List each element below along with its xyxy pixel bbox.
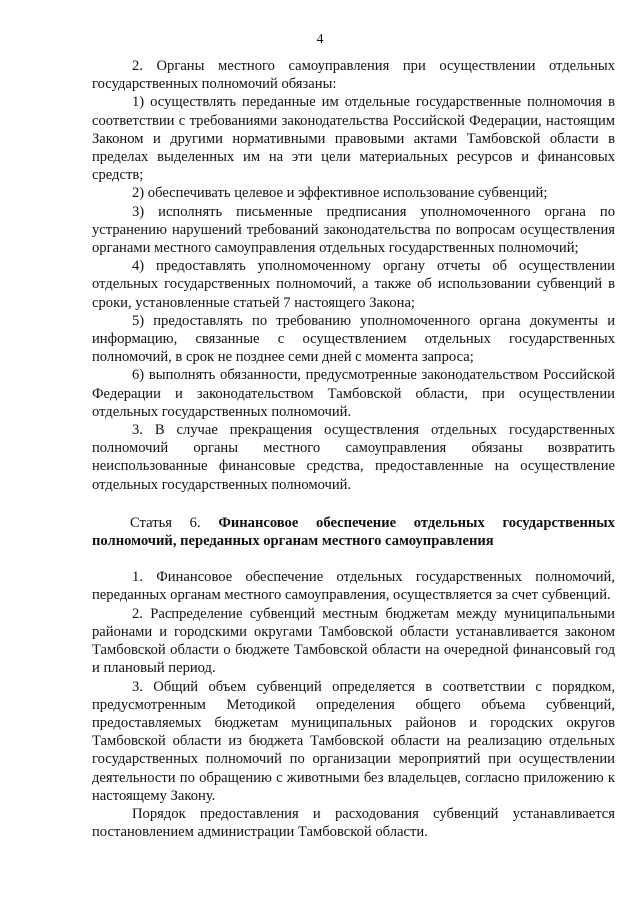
paragraph-obligation-1: 1) осуществлять переданные им отдельные государственные полномочия в соответствии с требованиями законодательства Российской Федерации, настоящим Законом и другими нормативными правовыми актами Тамбовской области в пределах выделенных им на эти цели материальных ресурсов и финансовых средств;	[92, 94, 615, 184]
paragraph-procedure: Порядок предоставления и расходования субвенций устанавливается постановлением администрации Тамбовской области.	[92, 805, 615, 841]
paragraph-obligation-4: 4) предоставлять уполномоченному органу отчеты об осуществлении отдельных государственных полномочий, а также об использовании субвенций в сроки, установленные статьей 7 настоящего Закона;	[92, 258, 615, 311]
paragraph-return-funds: 3. В случае прекращения осуществления отдельных государственных полномочий органы местного самоуправления обязаны возвратить неиспользованные финансовые средства, предоставленные на осуществление отдельных государственных полномочий.	[92, 422, 615, 493]
paragraph-total-volume: 3. Общий объем субвенций определяется в соответствии с порядком, предусмотренным Методикой определения общего объема субвенций, предоставляемых бюджетам муниципальных районов и городских округов Тамбовской области из бюджета Тамбовской области на реализацию отдельных государственных полномочий по организации мероприятий при осуществлении деятельности по обращению с животными без владельцев, согласно приложению к настоящему Закону.	[92, 678, 615, 804]
paragraph-distribution: 2. Распределение субвенций местным бюджетам между муниципальными районами и городскими округами Тамбовской области устанавливается законом Тамбовской области о бюджете Тамбовской области на очередной финансовый год и плановый период.	[92, 605, 615, 677]
article-prefix: Статья 6.	[130, 514, 201, 531]
paragraph-obligations-intro: 2. Органы местного самоуправления при осуществлении отдельных государственных полномочий обязаны:	[92, 58, 615, 93]
paragraph-obligation-5: 5) предоставлять по требованию уполномоченного органа документы и информацию, связанные с осуществлением отдельных государственных полномочий, в срок не позднее семи дней с момента запроса;	[92, 312, 615, 366]
article-title: Финансовое обеспечение отдельных государственных полномочий, переданных органам местного самоуправления	[92, 514, 615, 550]
document-body	[92, 57, 615, 841]
article-heading	[92, 514, 615, 550]
paragraph-obligation-3: 3) исполнять письменные предписания уполномоченного органа по устранению нарушений требований законодательства по вопросам осуществления органами местного самоуправления отдельных государственных полномочий;	[92, 203, 615, 257]
paragraph-financing: 1. Финансовое обеспечение отдельных государственных полномочий, переданных органам местного самоуправления, осуществляется за счет субвенций.	[92, 569, 615, 604]
paragraph-obligation-6: 6) выполнять обязанности, предусмотренные законодательством Российской Федерации и законодательством Тамбовской области, при осуществлении отдельных государственных полномочий.	[92, 367, 615, 420]
page-number: 4	[316, 32, 324, 47]
paragraph-obligation-2: 2) обеспечивать целевое и эффективное использование субвенций;	[132, 185, 548, 202]
